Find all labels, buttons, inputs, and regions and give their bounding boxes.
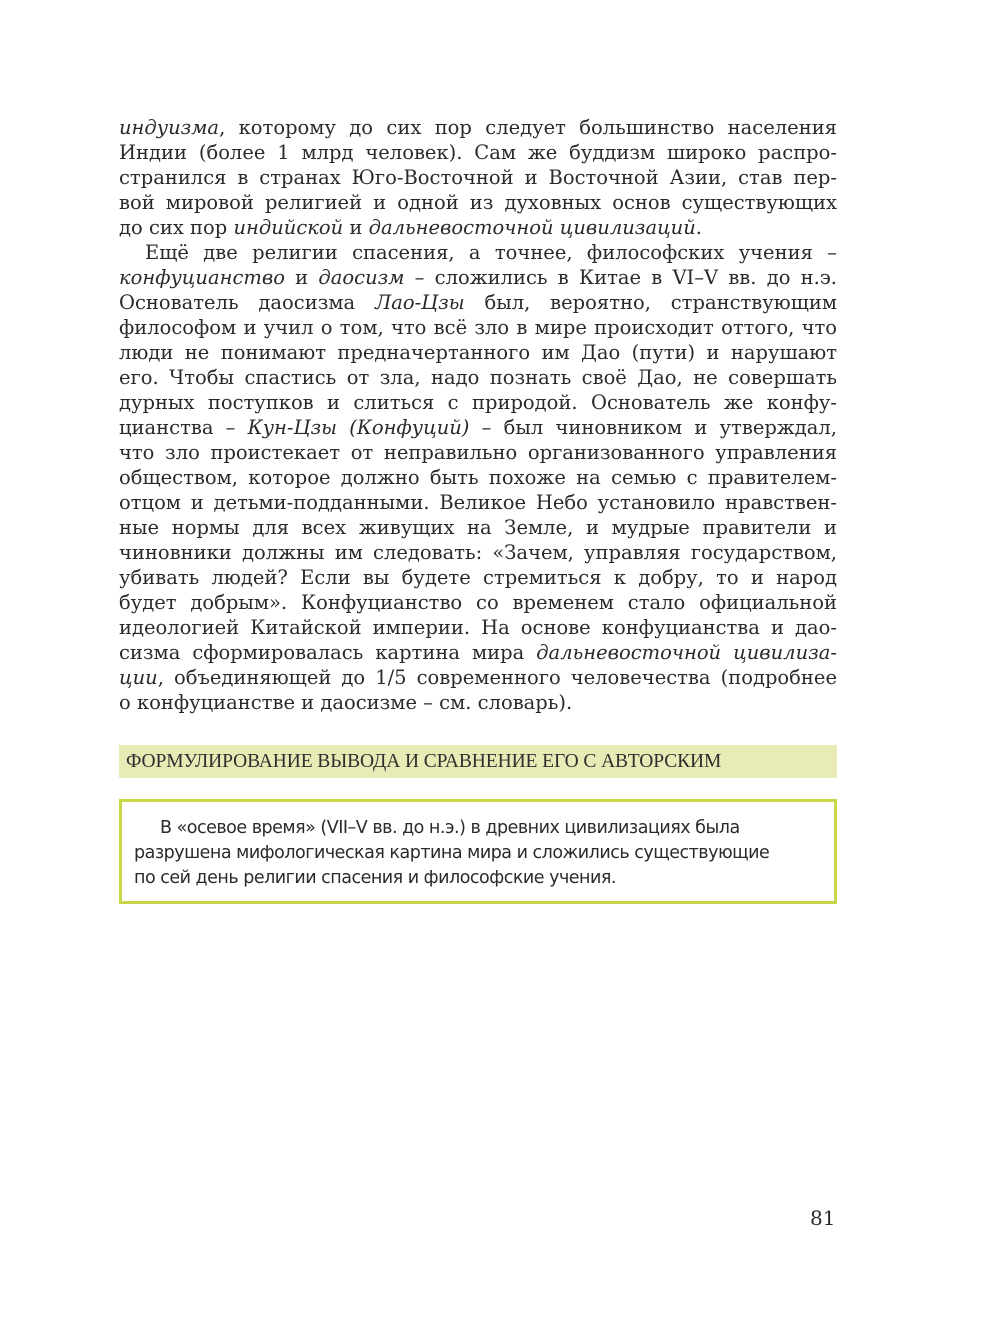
text-line xyxy=(119,390,837,415)
text-run: , объединяющей до 1/5 современного человечества (подробнее xyxy=(157,666,837,689)
text-line xyxy=(119,165,837,190)
text-run: странился в странах Юго-Восточной и Восточной Азии, став пер- xyxy=(119,166,837,189)
conclusion-line: по сей день религии спасения и философские учения. xyxy=(134,868,616,888)
text-run: и xyxy=(343,216,369,239)
text-run: о конфуцианстве и даосизме – см. словарь). xyxy=(119,691,573,714)
text-run: . xyxy=(695,216,702,239)
text-run: люди не понимают предначертанного им Дао (пути) и нарушают xyxy=(119,341,837,364)
text-run: – сложились в Китае в VI–V вв. до н.э. xyxy=(404,266,837,289)
italic-term: Кун-Цзы (Конфуций) xyxy=(247,416,470,439)
italic-term: дальневосточной цивилиза- xyxy=(536,641,837,664)
text-line xyxy=(119,140,837,165)
text-run: вой мировой религией и одной из духовных основ существующих xyxy=(119,191,837,214)
text-run: обществом, которое должно быть похоже на семью с правителем- xyxy=(119,466,837,489)
text-line xyxy=(119,340,837,365)
conclusion-line: В «осевое время» (VII–V вв. до н.э.) в древних цивилизациях была xyxy=(160,818,740,838)
italic-term: Лао-Цзы xyxy=(374,291,465,314)
conclusion-heading: ФОРМУЛИРОВАНИЕ ВЫВОДА И СРАВНЕНИЕ ЕГО С АВТОРСКИМ xyxy=(119,745,837,778)
text-line xyxy=(119,490,837,515)
body-text xyxy=(119,115,837,715)
text-run: чиновники должны им следовать: «Зачем, управляя государством, xyxy=(119,541,837,564)
text-line xyxy=(119,540,837,565)
text-run: Ещё две религии спасения, а точнее, философских учения – xyxy=(145,241,837,264)
text-line xyxy=(119,290,837,315)
text-run: идеологией Китайской империи. На основе конфуцианства и дао- xyxy=(119,616,837,639)
text-line xyxy=(119,565,837,590)
text-line xyxy=(119,690,837,715)
italic-term: индийской xyxy=(233,216,344,239)
italic-term: индуизма xyxy=(119,116,220,139)
text-run: будет добрым». Конфуцианство со временем стало официальной xyxy=(119,591,837,614)
text-line xyxy=(119,615,837,640)
conclusion-line: разрушена мифологическая картина мира и сложились существующие xyxy=(134,843,770,863)
text-line xyxy=(119,665,837,690)
text-run: убивать людей? Если вы будете стремиться к добру, то и народ xyxy=(119,566,837,589)
text-line xyxy=(119,190,837,215)
italic-term: дальневосточной цивилизаций xyxy=(368,216,696,239)
text-run: был, вероятно, странствующим xyxy=(464,291,837,314)
text-line xyxy=(119,415,837,440)
text-run: что зло проистекает от неправильно организованного управления xyxy=(119,441,837,464)
text-run: цианства – xyxy=(119,416,248,439)
text-line xyxy=(119,465,837,490)
text-run: ные нормы для всех живущих на Земле, и мудрые правители и xyxy=(119,516,837,539)
text-line xyxy=(119,265,837,290)
text-run: до сих пор xyxy=(119,216,234,239)
text-run: – был чиновником и утверждал, xyxy=(469,416,837,439)
italic-term: ции xyxy=(119,666,158,689)
text-run: Индии (более 1 млрд человек). Сам же буддизм широко распро- xyxy=(119,141,837,164)
text-line xyxy=(119,515,837,540)
page-number: 81 xyxy=(810,1206,836,1230)
text-run: отцом и детьми-подданными. Великое Небо установило нравствен- xyxy=(119,491,837,514)
text-run: , которому до сих пор следует большинство населения xyxy=(219,116,837,139)
text-run: его. Чтобы спастись от зла, надо познать своё Дао, не совершать xyxy=(119,366,837,389)
text-run: Основатель даосизма xyxy=(119,291,375,314)
text-run: сизма сформировалась картина мира xyxy=(119,641,537,664)
text-line xyxy=(119,440,837,465)
text-line xyxy=(119,240,837,265)
italic-term: даосизм xyxy=(318,266,405,289)
italic-term: конфуцианство xyxy=(119,266,285,289)
text-run: дурных поступков и слиться с природой. Основатель же конфу- xyxy=(119,391,837,414)
text-line xyxy=(119,590,837,615)
text-line xyxy=(119,115,837,140)
text-line xyxy=(119,315,837,340)
conclusion-box xyxy=(119,799,837,904)
text-run: философом и учил о том, что всё зло в мире происходит оттого, что xyxy=(119,316,837,339)
text-run: и xyxy=(284,266,319,289)
text-line xyxy=(119,215,837,240)
text-line xyxy=(119,640,837,665)
text-line xyxy=(119,365,837,390)
